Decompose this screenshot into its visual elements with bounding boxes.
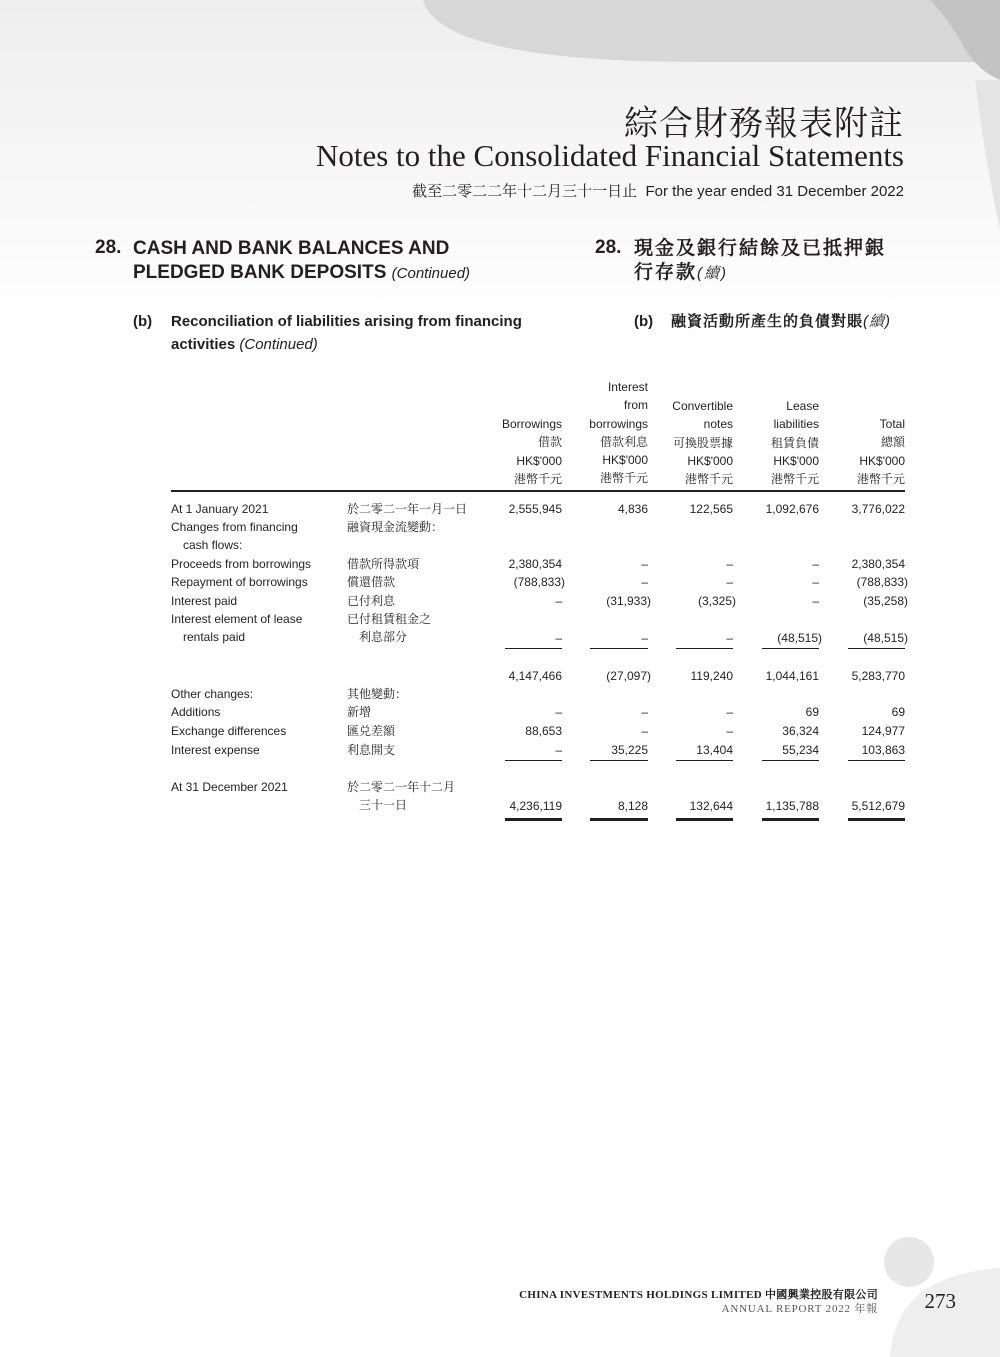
cell: – [812,575,819,589]
section-continued-cn: (續) [697,265,729,282]
row-label-exchange: Exchange differences [171,724,287,738]
cell: – [641,575,648,589]
row-label-interest-element-cn [347,610,431,647]
cell: – [641,724,648,738]
subtitle-en: For the year ended 31 December 2022 [645,183,904,200]
section-continued-en: (Continued) [391,265,471,282]
cell: 4,836 [617,502,648,516]
cell: 69 [805,705,819,719]
cell: 2,380,354 [508,557,562,571]
col-convertible-unit-en: HK$'000 [687,453,733,468]
footer-company: CHINA INVESTMENTS HOLDINGS LIMITED 中國興業控股有限公司 [519,1289,878,1301]
total-rule [590,818,648,821]
subtotal-rule [762,648,819,649]
cell: – [641,705,648,719]
cell: – [555,705,562,719]
col-convertible-cn: 可換股票據 [672,435,733,450]
row-label-interest-element [171,610,302,647]
header-rule [171,490,905,492]
cell: – [726,575,733,589]
subsection-title-cn-text: 融資活動所產生的負債對賬 [671,313,864,330]
cell: 132,644 [689,799,733,813]
section-title-en-line2: PLEDGED BANK DEPOSITS [133,262,387,283]
cell: 88,653 [525,724,562,738]
section-title-cn-line2: 行存款 [634,262,698,283]
col-convertible-en2: notes [703,417,733,432]
total-rule [762,818,819,821]
row-label-interest-expense-cn: 利息開支 [347,743,396,757]
subsection-continued-en: (Continued) [239,336,318,353]
col-borrowings-cn: 借款 [537,435,562,450]
cell: (31,933) [606,594,651,608]
cell: – [726,724,733,738]
cell: (48,515) [863,631,908,645]
col-lease-cn: 租賃負債 [770,435,819,450]
page-title-en: Notes to the Consolidated Financial Statements [315,138,904,173]
cell: – [812,594,819,608]
section-title-cn-line1: 現金及銀行結餘及已抵押銀 [634,238,887,259]
col-borrowings-unit-cn: 港幣千元 [513,471,562,486]
total-rule [848,818,905,821]
row-label-other-changes: Other changes: [171,687,254,701]
row-label-at-31-dec-cn-line2: 三十一日 [359,798,408,813]
subtotal-rule [505,760,562,761]
subsection-label: (b) [133,313,153,330]
cell: 13,404 [696,743,733,757]
cell: – [641,557,648,571]
cell: (27,097) [606,669,651,683]
row-label-interest-expense: Interest expense [171,743,260,757]
row-label-proceeds: Proceeds from borrowings [171,557,312,571]
cell: 124,977 [861,724,905,738]
row-label-interest-element-cn-line2: 利息部分 [359,630,408,645]
col-borrowings-unit-en: HK$'000 [516,453,562,468]
subtotal-rule [590,760,648,761]
row-label-repayment-cn: 償還借款 [347,575,396,589]
col-borrowings-en: Borrowings [501,417,562,431]
column-header-interest [589,378,648,488]
cell: 1,044,161 [765,669,819,683]
cell: 36,324 [782,724,819,738]
cell: 1,092,676 [765,502,819,516]
col-convertible-unit-cn: 港幣千元 [684,472,733,487]
row-label-at-1-jan: At 1 January 2021 [171,502,269,516]
subtotal-rule [676,648,733,649]
cell: 2,380,354 [851,557,905,571]
cell: 35,225 [611,743,648,757]
page-number: 273 [924,1289,956,1313]
row-label-other-changes-cn: 其他變動： [347,687,408,701]
subsection-label-cn: (b) [634,313,654,330]
cell: – [726,631,733,645]
column-header-lease [771,397,819,488]
cell: 55,234 [782,743,819,757]
col-interest-en1: from [624,398,648,413]
subsection-title-cn [671,310,891,333]
cell: 4,236,119 [509,799,562,813]
section-title-cn [634,237,886,286]
col-total-cn: 總額 [880,435,905,450]
cell: – [555,743,562,757]
cell: (3,325) [697,594,736,608]
col-lease-unit-en: HK$'000 [773,453,819,468]
col-total-unit-cn: 港幣千元 [856,471,905,486]
row-label-changes-line1: Changes from financing [171,520,298,534]
section-number: 28. [95,237,122,258]
row-label-proceeds-cn: 借款所得款項 [347,557,420,571]
row-label-interest-paid-cn: 已付利息 [347,594,396,608]
cell: – [641,631,648,645]
page-subtitle [412,180,904,201]
subsection-title-en-line2: activities [171,336,236,353]
row-label-at-31-dec-cn [347,778,455,815]
row-label-interest-element-line1: Interest element of lease [171,612,303,626]
row-label-changes-financing [171,518,298,555]
cell: 5,512,679 [851,799,905,813]
column-header-borrowings [502,415,562,488]
col-total-unit-en: HK$'000 [859,453,905,468]
cell: 1,135,788 [765,799,819,813]
section-number-cn: 28. [595,237,622,258]
subtotal-rule [590,648,648,649]
col-lease-unit-cn: 港幣千元 [770,472,819,487]
cell: 122,565 [689,502,733,516]
subtotal-rule [676,760,733,761]
col-convertible-en1: Convertible [672,399,733,413]
subtotal-rule [505,648,562,649]
row-label-interest-element-line2: rentals paid [183,630,246,645]
cell: – [726,705,733,719]
cell: – [555,631,562,645]
page-title-cn: 綜合財務報表附註 [624,104,904,144]
cell: – [726,557,733,571]
cell: 3,776,022 [851,502,905,516]
cell: 119,240 [690,669,733,683]
row-label-at-31-dec-cn-line1: 於二零二一年十二月 [347,780,456,794]
subsection-title-en [171,310,522,356]
cell: (48,515) [777,631,822,645]
subsection-continued-cn: (續) [863,313,892,330]
footer-report: ANNUAL REPORT 2022 年報 [721,1303,878,1315]
cell: 8,128 [617,799,648,813]
row-label-repayment: Repayment of borrowings [171,575,308,589]
cell: (35,258) [863,594,908,608]
col-interest-en2: borrowings [589,416,648,431]
subsection-title-en-line1: Reconciliation of liabilities arising from financing [171,313,522,330]
cell: 5,283,770 [851,669,905,683]
subtitle-cn: 截至二零二二年十二月三十一日止 [412,183,638,200]
row-label-at-1-jan-cn: 於二零二一年一月一日 [347,502,468,516]
cell: – [812,557,819,571]
row-label-changes-line2: cash flows: [183,538,243,553]
row-label-interest-element-cn-line1: 已付租賃租金之 [347,612,432,626]
section-title-en [133,237,470,286]
cell: (788,833) [856,575,908,589]
column-header-convertible [672,397,733,488]
col-lease-en2: liabilities [773,417,819,432]
row-label-exchange-cn: 匯兑差額 [347,724,396,738]
row-label-additions-cn: 新增 [347,705,372,719]
col-lease-en1: Lease [786,399,819,413]
row-label-additions: Additions [171,705,221,719]
row-label-interest-paid: Interest paid [171,594,238,608]
subtotal-rule [848,760,905,761]
total-rule [505,818,562,821]
cell: 2,555,945 [508,502,562,516]
cell: 4,147,466 [508,669,562,683]
section-title-en-line1: CASH AND BANK BALANCES AND [133,238,450,259]
col-interest-unit-en: HK$'000 [602,453,648,468]
subtotal-rule [848,648,905,649]
subtotal-rule [762,760,819,761]
col-interest-en0: Interest [607,380,648,394]
cell: 69 [891,705,905,719]
column-header-total [857,415,905,488]
cell: – [555,594,562,608]
total-rule [676,818,733,821]
row-label-at-31-dec: At 31 December 2021 [171,780,288,794]
cell: 103,863 [861,743,905,757]
col-total-en: Total [879,417,905,431]
col-interest-cn: 借款利息 [599,434,648,449]
row-label-changes-financing-cn: 融資現金流變動： [347,520,444,534]
cell: (788,833) [513,575,565,589]
col-interest-unit-cn: 港幣千元 [599,471,648,486]
